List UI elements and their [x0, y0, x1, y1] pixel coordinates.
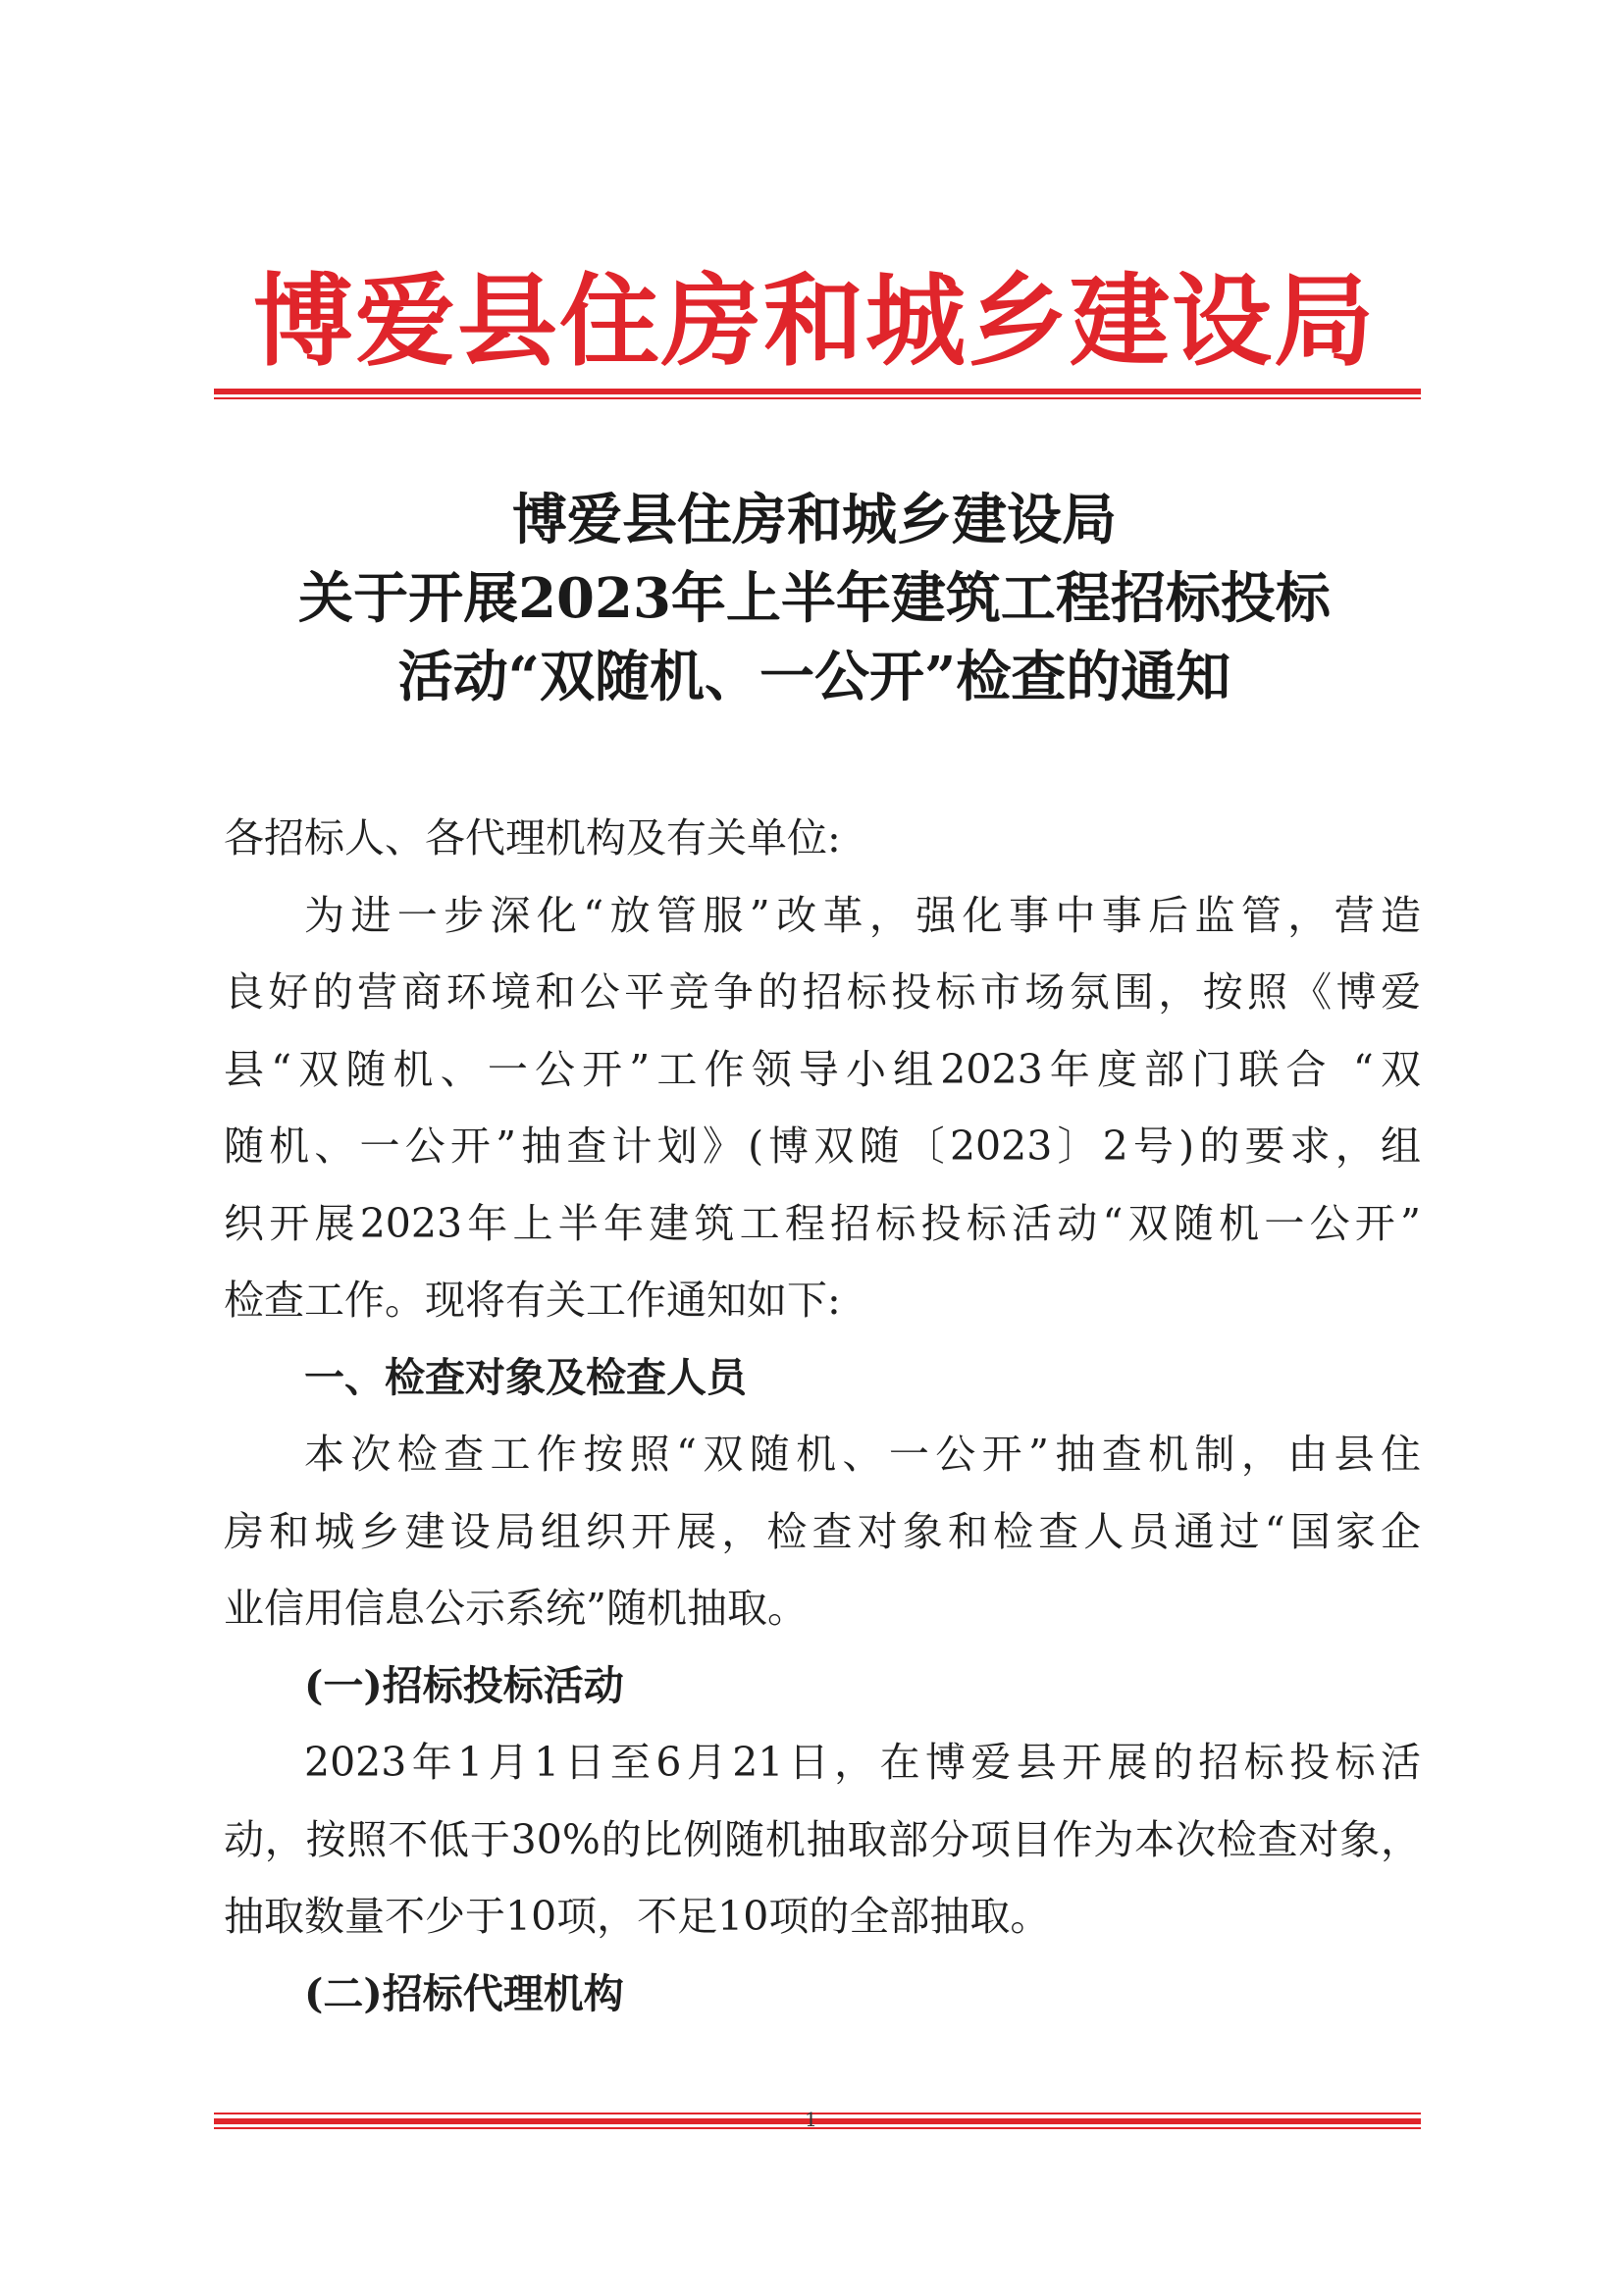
header-rule-thick — [214, 389, 1421, 394]
document-body — [224, 800, 1421, 2032]
section-1-line-3: 业信用信息公示系统”随机抽取。 — [224, 1585, 808, 1632]
subsection-2-heading: (二)招标代理机构 — [304, 1969, 624, 2017]
salutation: 各招标人、各代理机构及有关单位: — [224, 814, 841, 861]
document-title — [196, 481, 1433, 716]
subsection-1-heading: (一)招标投标活动 — [304, 1661, 624, 1709]
intro-line-3: 县“双随机、一公开”工作领导小组2023年度部门联合 “双 — [224, 1045, 1421, 1093]
organization-header: 博爱县住房和城乡建设局 — [253, 263, 1376, 381]
title-line-3: 活动“双随机、一公开”检查的通知 — [397, 645, 1231, 709]
subsection-1-line-3: 抽取数量不少于10项，不足10项的全部抽取。 — [224, 1893, 1051, 1940]
page-number: 1 — [805, 2108, 817, 2131]
title-line-1: 博爱县住房和城乡建设局 — [512, 488, 1117, 552]
intro-line-6: 检查工作。现将有关工作通知如下: — [224, 1277, 841, 1324]
intro-line-5: 织开展2023年上半年建筑工程招标投标活动“双随机一公开” — [224, 1199, 1421, 1247]
section-1-heading: 一、检查对象及检查人员 — [304, 1353, 747, 1401]
section-1-line-2: 房和城乡建设局组织开展，检查对象和检查人员通过“国家企 — [224, 1507, 1421, 1555]
intro-line-4: 随机、一公开”抽查计划》(博双随〔2023〕2号)的要求，组 — [224, 1122, 1421, 1170]
section-1-line-1: 本次检查工作按照“双随机、一公开”抽查机制，由县住 — [304, 1431, 1421, 1478]
header-rule-thin — [214, 397, 1421, 399]
subsection-1-line-2: 动，按照不低于30%的比例随机抽取部分项目作为本次检查对象， — [224, 1815, 1421, 1863]
intro-line-2: 良好的营商环境和公平竞争的招标投标市场氛围，按照《博爱 — [224, 968, 1421, 1016]
intro-line-1: 为进一步深化“放管服”改革，强化事中事后监管，营造 — [304, 891, 1421, 939]
subsection-1-line-1: 2023年1月1日至6月21日，在博爱县开展的招标投标活 — [304, 1739, 1421, 1786]
title-line-2: 关于开展2023年上半年建筑工程招标投标 — [298, 566, 1331, 631]
